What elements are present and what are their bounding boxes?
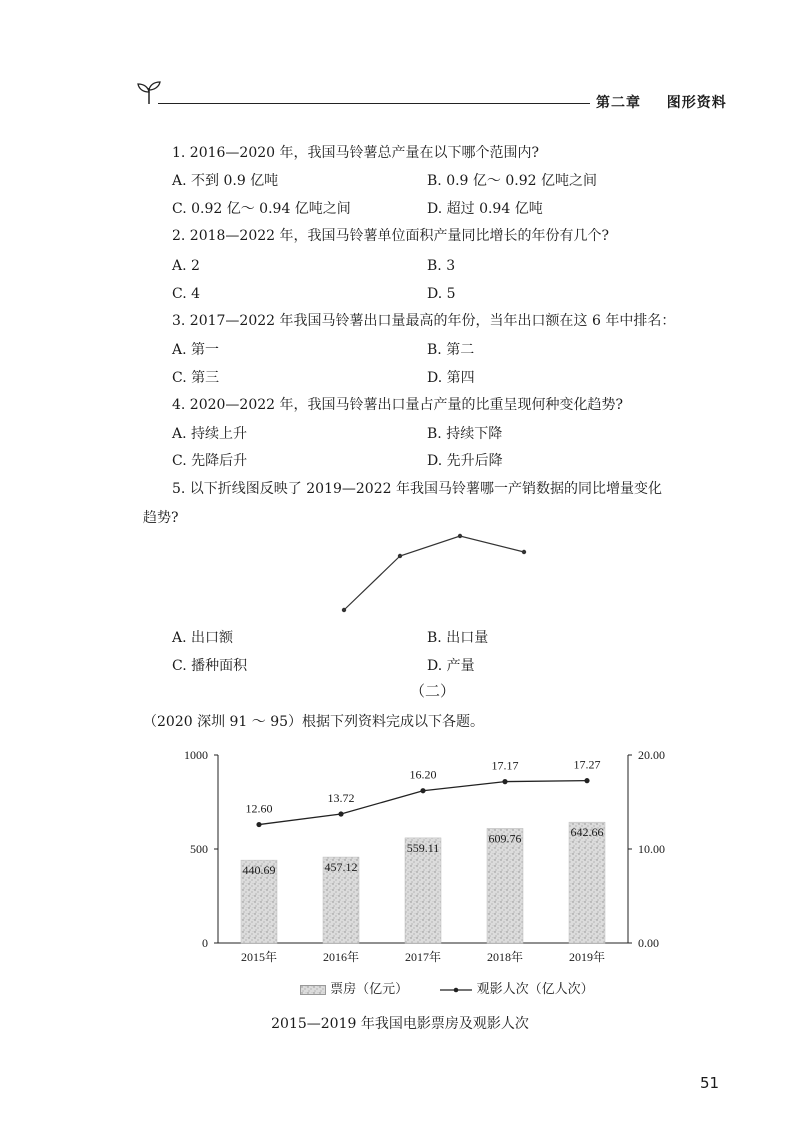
left-tick-label: 1000 (184, 748, 208, 762)
trend-point (458, 534, 462, 538)
box-office-chart (170, 745, 690, 1000)
question-5-option-a: A. 出口额 (172, 630, 234, 646)
question-1-option-a: A. 不到 0.9 亿吨 (172, 173, 279, 189)
right-tick-label: 20.00 (638, 748, 665, 762)
question-5-option-d: D. 产量 (427, 658, 475, 674)
question-2-option-b: B. 3 (427, 258, 456, 274)
question-5-option-c: C. 播种面积 (172, 658, 248, 674)
right-tick-label: 0.00 (638, 936, 659, 950)
chart-title: 2015—2019 年我国电影票房及观影人次 (271, 1016, 529, 1032)
line-point (584, 778, 589, 783)
line-point (502, 779, 507, 784)
question-3-option-b: B. 第二 (427, 342, 475, 358)
question-2-stem: 2. 2018—2022 年，我国马铃薯单位面积产量同比增长的年份有几个? (172, 228, 610, 244)
question-4-stem: 4. 2020—2022 年，我国马铃薯出口量占产量的比重呈现何种变化趋势? (172, 397, 624, 413)
x-tick-label: 2016年 (322, 950, 360, 964)
right-tick-label: 10.00 (638, 842, 665, 856)
bar-data-label: 559.11 (406, 840, 440, 855)
line-series (259, 781, 587, 825)
line-data-label: 13.72 (327, 791, 355, 806)
left-tick-label: 500 (190, 842, 208, 856)
x-tick-label: 2018年 (486, 950, 524, 964)
bar (487, 828, 523, 943)
question-1-option-b: B. 0.9 亿～ 0.92 亿吨之间 (427, 173, 597, 189)
question-4-option-a: A. 持续上升 (172, 426, 248, 442)
line-data-label: 16.20 (409, 767, 437, 782)
bar-data-label: 457.12 (324, 860, 358, 875)
question-2-option-c: C. 4 (172, 286, 201, 302)
question-4-option-d: D. 先升后降 (427, 453, 503, 469)
section-label: （二） (410, 682, 456, 700)
x-tick-label: 2019年 (568, 950, 606, 964)
question-3-option-c: C. 第三 (172, 370, 220, 386)
bar (569, 822, 605, 943)
question-1-option-c: C. 0.92 亿～ 0.94 亿吨之间 (172, 201, 351, 217)
question-2-option-d: D. 5 (427, 286, 456, 302)
question-3-option-d: D. 第四 (427, 370, 475, 386)
line-point (338, 811, 343, 816)
question-3-stem: 3. 2017—2022 年我国马铃薯出口量最高的年份，当年出口额在这 6 年中排名： (172, 313, 676, 329)
intro-text: （2020 深圳 91 ～ 95）根据下列资料完成以下各题。 (143, 714, 485, 730)
chart-legend (300, 978, 594, 997)
x-tick-label: 2015年 (240, 950, 278, 964)
section-title: 图形资料 (666, 95, 727, 111)
page-number: 51 (700, 1074, 720, 1092)
question-4-option-c: C. 先降后升 (172, 453, 248, 469)
question-4-option-b: B. 持续下降 (427, 426, 503, 442)
bar-data-label: 440.69 (242, 863, 276, 878)
question-1-option-d: D. 超过 0.94 亿吨 (427, 201, 543, 217)
line-point (256, 822, 261, 827)
trend-point (342, 608, 346, 612)
chapter-label: 第二章 (596, 95, 641, 111)
trend-line-figure (335, 528, 535, 618)
trend-line (344, 536, 524, 610)
line-data-label: 17.17 (491, 758, 519, 773)
bar-data-label: 642.66 (570, 825, 604, 840)
question-3-option-a: A. 第一 (172, 342, 220, 358)
question-5-option-b: B. 出口量 (427, 630, 489, 646)
legend-bar-swatch (300, 985, 326, 995)
trend-point (522, 550, 526, 554)
legend-line-label: 观影人次（亿人次） (476, 982, 594, 997)
legend-bar-label: 票房（亿元） (330, 982, 409, 997)
left-tick-label: 0 (202, 936, 208, 950)
trend-point (398, 554, 402, 558)
line-data-label: 12.60 (245, 801, 273, 816)
bar-data-label: 609.76 (488, 831, 522, 846)
line-data-label: 17.27 (573, 757, 601, 772)
running-header (596, 92, 727, 112)
question-1-stem: 1. 2016—2020 年，我国马铃薯总产量在以下哪个范围内? (172, 145, 540, 161)
question-5-stem-line2: 趋势? (143, 510, 179, 526)
x-tick-label: 2017年 (404, 950, 442, 964)
legend-line-swatch (440, 985, 472, 995)
question-2-option-a: A. 2 (172, 258, 200, 274)
question-5-stem-line1: 5. 以下折线图反映了 2019—2022 年我国马铃薯哪一产销数据的同比增量变化 (172, 481, 662, 497)
header-rule (158, 103, 590, 104)
line-point (420, 788, 425, 793)
